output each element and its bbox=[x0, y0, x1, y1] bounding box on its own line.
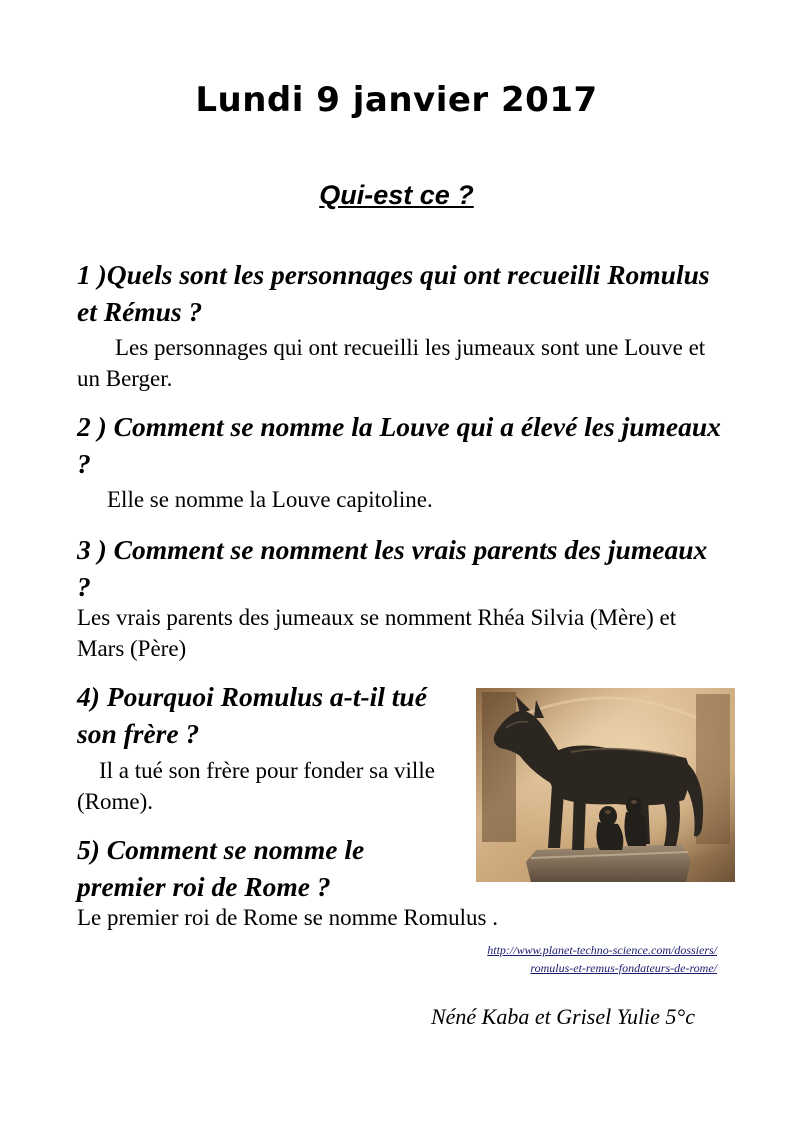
authors-signature: Néné Kaba et Grisel Yulie 5°c bbox=[430, 1004, 695, 1029]
page-subtitle: Qui-est ce ? bbox=[319, 180, 474, 210]
answer-1: Les personnages qui ont recueilli les jumeaux sont une Louve et un Berger. bbox=[77, 335, 706, 391]
source-link-line-1[interactable]: http://www.planet-techno-science.com/dossiers/ bbox=[487, 943, 717, 957]
source-link[interactable] bbox=[487, 941, 717, 977]
question-1: 1 )Quels sont les personnages qui ont recueilli Romulus et Rémus ? bbox=[77, 259, 710, 327]
question-2: 2 ) Comment se nomme la Louve qui a élevé les jumeaux ? bbox=[77, 411, 721, 479]
source-link-line-2[interactable]: romulus-et-remus-fondateurs-de-rome/ bbox=[530, 961, 717, 975]
answer-4: Il a tué son frère pour fonder sa ville (Rome). bbox=[77, 758, 435, 814]
answer-2: Elle se nomme la Louve capitoline. bbox=[107, 487, 433, 512]
answer-5: Le premier roi de Rome se nomme Romulus . bbox=[77, 905, 498, 930]
question-3: 3 ) Comment se nomment les vrais parents des jumeaux ? bbox=[77, 534, 708, 602]
question-5: 5) Comment se nomme le premier roi de Rome ? bbox=[77, 834, 365, 902]
question-4: 4) Pourquoi Romulus a-t-il tué son frère ? bbox=[77, 681, 427, 749]
capitoline-wolf-photo bbox=[476, 688, 735, 882]
answer-3: Les vrais parents des jumeaux se nomment Rhéa Silvia (Mère) et Mars (Père) bbox=[77, 605, 677, 661]
page-date: Lundi 9 janvier 2017 bbox=[195, 80, 598, 120]
